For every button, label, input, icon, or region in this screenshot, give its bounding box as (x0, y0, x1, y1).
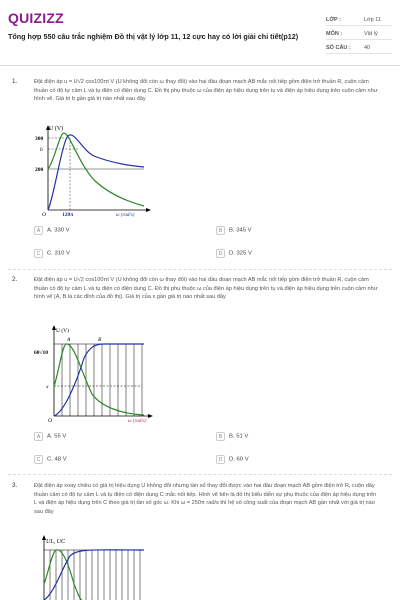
meta-count (326, 41, 392, 54)
option-text: B. 51 V (229, 433, 249, 440)
question-number: 1. (12, 78, 18, 85)
meta-grade-key: LỚP : (326, 17, 341, 23)
tick-300: 300 (35, 136, 44, 142)
question-2 (0, 276, 400, 471)
option-d[interactable] (216, 249, 252, 258)
option-c[interactable] (34, 455, 67, 464)
question-1 (0, 78, 400, 268)
meta-grade-value: Lớp 11 (364, 17, 381, 23)
option-text: B. 345 V (229, 227, 252, 234)
document-header (0, 0, 400, 66)
option-d[interactable] (216, 455, 249, 464)
option-c[interactable] (34, 249, 70, 258)
x-axis-label: ω (rad/s) (128, 419, 147, 424)
option-letter: A (34, 226, 43, 235)
question-3 (0, 482, 400, 600)
point-b-label: B (98, 337, 102, 343)
option-text: D. 325 V (229, 250, 252, 257)
option-letter: D (216, 249, 225, 258)
meta-subject (326, 27, 392, 40)
y-axis-label: U (V) (56, 328, 69, 334)
y-axis-label: U (V) (49, 126, 64, 132)
x-axis-arrow (146, 208, 151, 212)
option-text: D. 60 V (229, 456, 249, 463)
origin-label: O (42, 212, 46, 217)
question-text: Đặt điện áp xoay chiều có giá trị hiệu dụng U không đổi nhưng tần số thay đổi được vào hai đầu đoạn mạch AB gồm điện trở R, cuộn dây thuần cảm có độ tự cảm L và tụ điện có điện dung C mắc nối tiếp. Hình vẽ bên là đồ thị biểu diễn sự phụ thuộc của điện áp hiệu dụng trên L và điện áp hiệu dụng trên C theo giá trị tần số góc ω. Khi ω = 250π rad/s thì hệ số công suất của đoạn mạch AB gần nhất với giá trị nào sau đây (34, 483, 377, 515)
option-letter: B (216, 226, 225, 235)
grid-lines (54, 344, 142, 416)
question-number: 2. (12, 276, 18, 283)
option-letter: C (34, 249, 43, 258)
question-divider (8, 474, 392, 475)
ul-curve (54, 344, 144, 416)
question-text: Đặt điện áp u = U√2 cos100πt V (U không đổi còn ω thay đổi) vào hai đầu đoạn mạch AB mắc nối tiếp gồm điện trở thuần R, cuộn cảm thuần có độ tự cảm L và tụ điện có điện dung C. Đồ thị phụ thuộc ω của điện áp hiệu dụng trên tụ và điện áp hiệu dụng trên cuộn cảm như hình vẽ. Giá trị b gần giá trị nào nhất sau đây (34, 79, 378, 103)
document-title: Tổng hợp 550 câu trắc nghiệm Đồ thị vật lý lớp 11, 12 cực hay có lời giải chi tiết(p12) (8, 32, 299, 41)
tick-200: 200 (35, 167, 44, 173)
question-divider (8, 269, 392, 270)
ul-curve (44, 550, 144, 600)
tick-x: x (46, 384, 49, 390)
uc-curve (44, 550, 82, 600)
y-axis-label: UL, UC (46, 539, 66, 545)
meta-count-value: 40 (364, 45, 371, 51)
x-axis-label: ω (rad/s) (116, 213, 135, 217)
meta-subject-value: Vật lý (364, 31, 378, 37)
option-a[interactable] (34, 226, 70, 235)
question-number: 3. (12, 482, 18, 489)
option-b[interactable] (216, 226, 252, 235)
option-letter: C (34, 455, 43, 464)
tick-b: b (40, 147, 43, 153)
option-letter: D (216, 455, 225, 464)
question-3-graph (34, 534, 154, 600)
tick-120pi: 120π (62, 212, 74, 217)
quizizz-logo[interactable]: QUIZIZZ (8, 10, 64, 26)
point-a-label: A (67, 337, 71, 343)
option-letter: B (216, 432, 225, 441)
uc-curve (48, 133, 144, 206)
question-text: Đặt điện áp u = U√2 cos100πt V (U không đổi còn ω thay đổi) vào hai đầu đoạn mạch AB mắc nối tiếp gồm điện trở thuần R, cuộn cảm thuần có độ tự cảm L và tụ điện có điện dung C. Đồ thị phụ thuộc ω của điện áp hiệu dụng trên tụ và điện áp hiệu dụng trên cuộn cảm như hình vẽ (A, B là các đỉnh của đồ thị). Giá trị của x gần giá trị nào nhất sau đây (34, 277, 378, 301)
option-letter: A (34, 432, 43, 441)
grid-lines (44, 550, 144, 600)
ul-curve (48, 135, 144, 210)
meta-subject-key: MÔN : (326, 31, 343, 37)
question-1-graph (34, 122, 154, 217)
origin-label: O (48, 418, 52, 424)
option-text: A. 330 V (47, 227, 70, 234)
tick-60sqrt10: 60√10 (34, 350, 49, 356)
uc-curve (54, 344, 144, 415)
meta-count-key: SỐ CÂU : (326, 45, 351, 51)
option-b[interactable] (216, 432, 248, 441)
option-text: A. 55 V (47, 433, 67, 440)
option-a[interactable] (34, 432, 66, 441)
meta-grade (326, 13, 392, 26)
x-axis-arrow (148, 414, 153, 418)
option-text: C. 310 V (47, 250, 70, 257)
question-2-graph (34, 324, 154, 424)
option-text: C. 48 V (47, 456, 67, 463)
